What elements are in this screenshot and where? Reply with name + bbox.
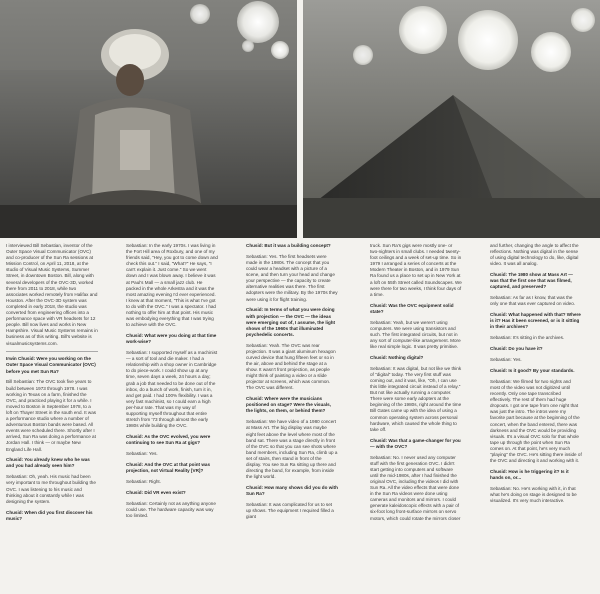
interview-question: Chusid: You already knew who he was and you had already seen him? <box>6 457 90 469</box>
interview-paragraph: I interviewed Bill Sebastian, inventor of the Outer Space Visual Communicator (OVC) and co-producer of the Sun Ra sessions at Mission Control, on April 11, 2018, at the studio of Visual Music Systems, Summer Street, in downtown Boston. Bill, along with several developers of the OVC-3D, worked there from 2011 to 2018, while two associates worked remotely from Halifax and Houston. After the OVC-3D system was completed in early 2018, the studio was converted from engineering offices into a performance space with VR headsets for 12 people. Bill now lives and works in New Hampshire. Visual Music Systems remains in business as of this writing. Bill's website is visualmusicsystems.com. <box>6 243 98 346</box>
section-divider <box>6 351 98 352</box>
interview-paragraph: Sebastian: It's sitting in the archives. <box>490 335 565 341</box>
interview-paragraph: Sebastian: In the early 1970s. I was living in the Fort Hill area of Roxbury, and one of my friends said, "Hey, you got to come down and check this out." I said, "What?" He says, "I can't explain it. Just come." So we went down and I was blown away. I believe it was at Paul's Mall — a small jazz club. He packed in the whole Arkestra and it was the most amazing evening I'd ever experienced. I knew at that moment, "This is what I've got to do with the OVC." I was a spectator. I had nothing to offer him at that point. His music was embodying everything that I was trying to achieve with the OVC. <box>126 243 218 328</box>
pyramid-photo-image <box>303 0 600 238</box>
interview-paragraph: Sebastian: Yes. <box>490 357 522 363</box>
interview-paragraph: Sebastian: Oh, yeah. His music had been very important to me throughout building the OVC. I was listening to his music and thinking about it constantly while I was designing the system. <box>6 474 96 504</box>
interview-paragraph: Sebastian: Right. <box>126 478 161 484</box>
interview-paragraph: Sebastian: I supported myself as a machinist — a sort of tool and die maker. I had a relationship with a shop owner in Cambridge to do piece-work. I could show up at any time, seven days a week, 24 hours a day; grab a job that needed to be done out of the inbox, do a bunch of work, finish, turn it in, and get paid. I had 100% flexibility. I was a very fast machinist, so I could earn a high per-hour rate. That was my way of supporting myself throughout that entire stretch from '73 through almost the early 1980s while building the OVC. <box>126 350 218 429</box>
text-column-1 <box>6 243 98 527</box>
interview-question: Chusid: The 1980 show at Mass Art — was that the first one that was filmed, captured, and preserved? <box>490 272 573 290</box>
text-column-3 <box>246 243 338 525</box>
interview-paragraph: Sebastian: We have video of a 1980 concert at Mass Art. The big display was maybe eight feet above the level where most of the band sat. There was a stage directly in front of the OVC so that you can see shots where band members, including Sun Ra, climb up a set of stairs, then stand in front of the display. You see Sun Ra sitting up there and directing the band, for example, from inside the light world. <box>246 419 338 480</box>
interview-paragraph: Sebastian: Certainly not as anything anyone could use. The hardware capacity was way too limited. <box>126 500 216 518</box>
interview-paragraph: Sebastian: We filmed for two nights and most of the video was not digitized until recently. Only one tape transcribed effectively. The rest of them had huge dropouts. I got one tape from one night that was just the intro. The intros were my favorite part because at the beginning of the concert, when the band entered, there was darkness and the OVC would be providing visuals. It's a visual OVC solo for that whole tape up through the point when Sun Ra comes on. At that point, he's very much "playing" the OVC. He's sitting there inside of the OVC and directing it and working with it. <box>490 378 582 464</box>
interview-question: Chusid: But it was a building concept? <box>246 243 331 248</box>
interview-question: Chusid: As the OVC evolved, you were continuing to see Sun Ra at gigs? <box>126 434 211 446</box>
interview-question: Chusid: Do you have it? <box>490 346 543 352</box>
interview-paragraph: Sebastian: Yes. The first headsets were made in the 1980s. The concept that you could wear a headset with a picture of a scene, and then turn your head and change your perspective — the capacity to create alternative realities was there. The first adopters were the military. By the 1970s they were using it for flight training. <box>246 253 338 302</box>
interview-question: Chusid: When did you first discover his music? <box>6 509 93 521</box>
interview-question: Chusid: How is he triggering it? Is it hands on, or... <box>490 468 569 481</box>
interview-question: Chusid: How many shows did you do with Sun Ra? <box>246 485 338 497</box>
text-column-4 <box>370 243 462 526</box>
interview-paragraph: Sebastian: It was complicated for us to set up shows. The equipment I required filled a giant <box>246 502 334 520</box>
interview-paragraph: Sebastian: Yeah, but we weren't using computers. We were using transistors and such. The first integrated circuits, but not in any sort of computer-like arrangement. More like real simple logic. It was pretty primitive. <box>370 319 461 349</box>
interview-paragraph: Sebastian: No. I never used any computer stuff with the first generation OVC. I didn't start getting into computers and software until the mid-1980s, after I had finished the original OVC, including the videos I did with Sun Ra. All the video effects that were done in the Sun Ra videos were done using cameras and monitors and mirrors. I could generate kaleidoscopic effects with a pair of six-foot long front-surface mirrors on servo motors, which could rotate the mirrors closer <box>370 454 461 521</box>
interview-question: Chusid: Where were the musicians positioned on stage? Were the visuals, the lights, on them, or behind them? <box>246 396 331 414</box>
interview-question: Chusid: In terms of what you were doing with projection — the OVC — the ideas were emerging out of, I assume, the light shows of the 1960s that illuminated psychedelic concerts. <box>246 307 336 337</box>
interview-paragraph: truck. Sun Ra's gigs were mostly one- or two-nighters in small clubs. I needed twenty-foot ceilings and a week of set-up time. So in 1979 I arranged a series of concerts at the Modern Theater in Boston, and in 1979 Sun Ra found us a place to set up in New York at a loft on 55th Street called Soundscapes. We were there for two weeks, I think four days of a time. <box>370 243 462 297</box>
interview-question: Chusid: Nothing digital? <box>370 354 424 360</box>
interview-question: Chusid: Was that a game-changer for you — with the OVC? <box>370 437 461 449</box>
interview-paragraph: and further, changing the angle to affect the reflections. Nothing was digital in the sense of using digital technology to do, like, digital video. It was all analog. <box>490 243 579 267</box>
interview-question: Chusid: Is it good? By your standards. <box>490 367 575 373</box>
interview-question: Chusid: Did VR even exist? <box>126 489 186 495</box>
interview-paragraph: Sebastian: It was digital, but not like we think of "digital" today. The very first stuff was coming out, and it was, like, "Oh, I can use this little integrated circuit instead of a relay." But not like actually running a computer. There were some early adopters at the beginning of the 1980s, right around the time Bill Gates came up with the idea of using a common operating system across personal hardware, which caused the whole thing to take off. <box>370 365 462 432</box>
text-column-5 <box>490 243 582 509</box>
interview-question: Irwin Chusid: Were you working on the Outer Space Visual Communicator (OVC) before you met Sun Ra? <box>6 356 96 374</box>
interview-question: Chusid: What happened with that? Where is it? Has it been screened, or is it sitting in their archives? <box>490 312 581 330</box>
interview-paragraph: Bill Sebastian: The OVC took five years to build between 1973 through 1978. I was working in Texas on a farm, finished the OVC, and practiced playing it for a while. I moved to Boston in September 1978, to a loft on Thayer Street in the south end. It was a performance studio where a number of adventurous Boston bands were based. All events were scheduled there. Shortly after I arrived, Sun Ra was doing a performance at Jordan Hall. I think — or maybe New England Life Hall. <box>6 379 97 452</box>
photo-sun-ra <box>0 0 297 238</box>
sun-ra-photo-image <box>0 0 297 238</box>
interview-question: Chusid: And the OVC at that point was projection, not Virtual Reality [VR]? <box>126 461 211 474</box>
interview-paragraph: Sebastian: As far as I know, that was the only one that was ever captured on video. <box>490 295 576 307</box>
interview-question: Chusid: What were you doing at that time work-wise? <box>126 333 217 345</box>
interview-paragraph: Sebastian: Yes. <box>126 451 158 457</box>
interview-question: Chusid: Was the OVC equipment solid state? <box>370 302 454 314</box>
photo-pyramid <box>303 0 600 238</box>
text-column-2 <box>126 243 218 524</box>
interview-paragraph: Sebastian: Yeah. The OVC was rear projection. It was a giant aluminum hexagon curved device that hung fifteen feet or so in the air, above and behind the stage at a show. It wasn't front projection, as people might think of painting a video or a slide projector at screens, which was common. The OVC was different. <box>246 342 336 391</box>
interview-paragraph: Sebastian: No. He's working with it, in that what he's doing on stage is designed to be visualized. It's very much interactive. <box>490 485 577 504</box>
